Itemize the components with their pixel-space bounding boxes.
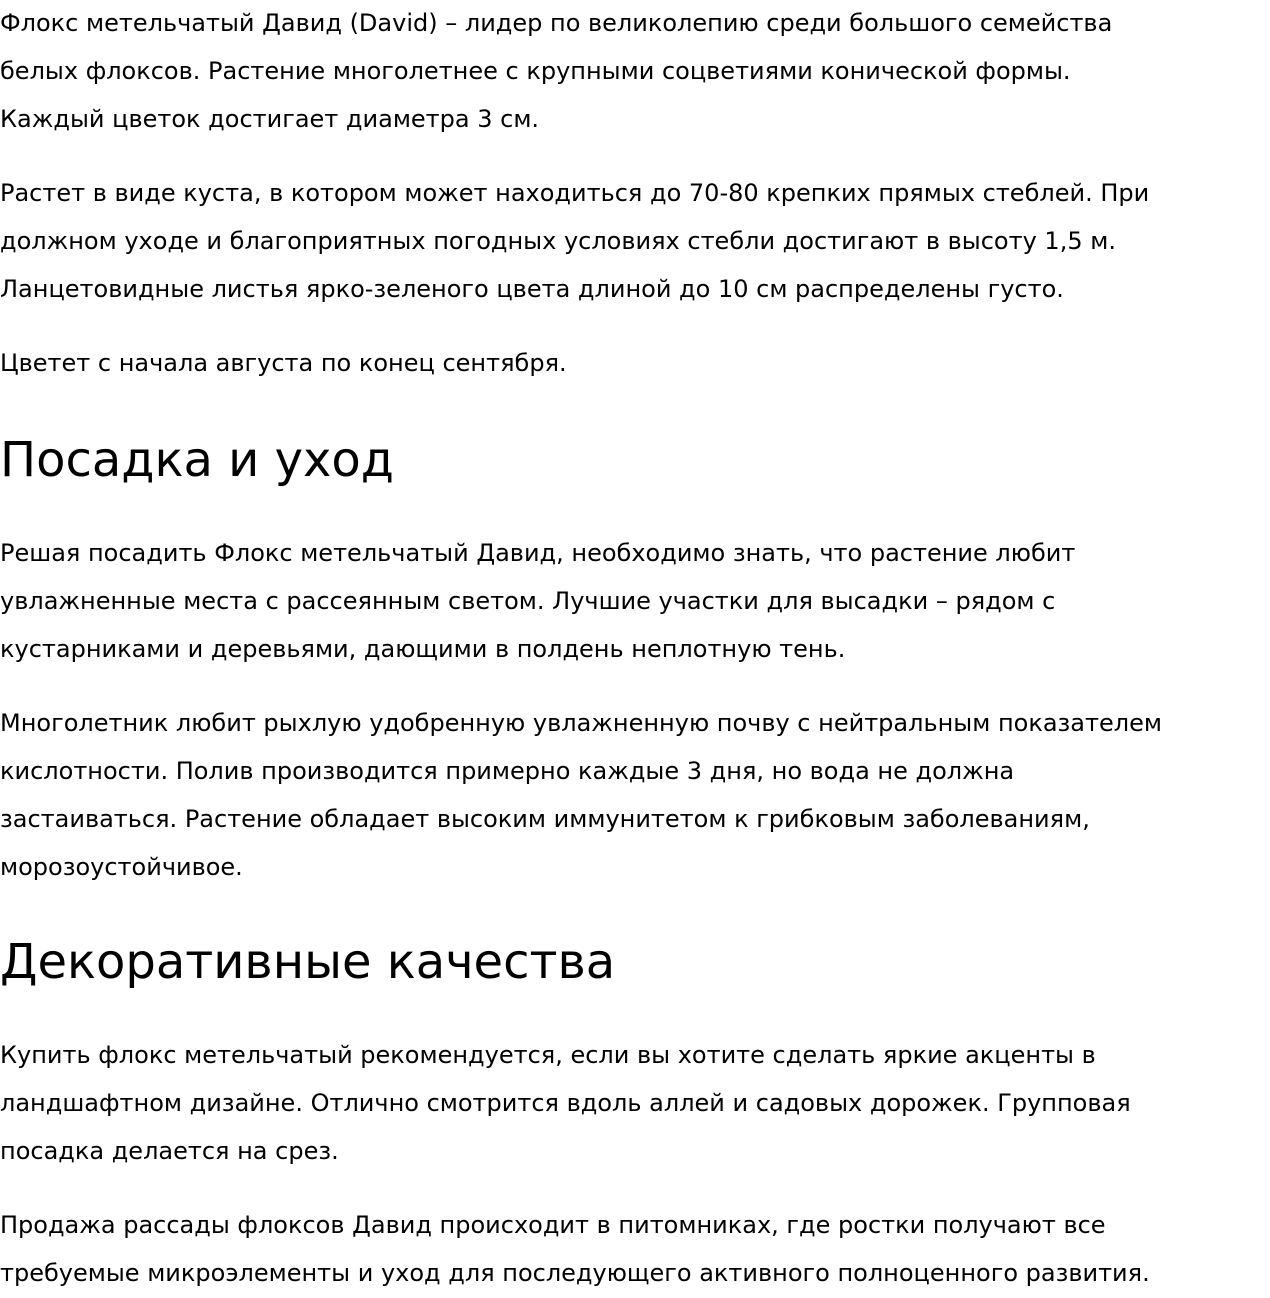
- text-line: увлажненные места с рассеянным светом. Лучшие участки для высадки – рядом с: [0, 587, 1056, 615]
- intro-paragraph-3: [0, 339, 1270, 387]
- text-line: морозоустойчивое.: [0, 853, 243, 881]
- text-line: белых флоксов. Растение многолетнее с крупными соцветиями конической формы.: [0, 57, 1071, 85]
- text-line: Флокс метельчатый Давид (David) – лидер по великолепию среди большого семейства: [0, 9, 1113, 37]
- planting-paragraph-1: [0, 529, 1270, 673]
- decorative-paragraph-1: [0, 1031, 1270, 1175]
- section-heading-decorative: Декоративные качества: [0, 934, 616, 990]
- text-line: застаиваться. Растение обладает высоким иммунитетом к грибковым заболеваниям,: [0, 805, 1090, 833]
- text-line: кислотности. Полив производится примерно каждые 3 дня, но вода не должна: [0, 757, 1015, 785]
- text-line: ландшафтном дизайне. Отлично смотрится вдоль аллей и садовых дорожек. Групповая: [0, 1089, 1131, 1117]
- section-heading-planting: Посадка и уход: [0, 432, 394, 488]
- intro-paragraph-2: [0, 169, 1270, 313]
- text-line: кустарниками и деревьями, дающими в полдень неплотную тень.: [0, 635, 846, 663]
- text-line: Многолетник любит рыхлую удобренную увлажненную почву с нейтральным показателем: [0, 709, 1162, 737]
- text-line: Ланцетовидные листья ярко-зеленого цвета длиной до 10 см распределены густо.: [0, 275, 1064, 303]
- intro-paragraph-1: [0, 0, 1270, 143]
- text-line: Решая посадить Флокс метельчатый Давид, необходимо знать, что растение любит: [0, 539, 1076, 567]
- text-line: Продажа рассады флоксов Давид происходит в питомниках, где ростки получают все: [0, 1211, 1106, 1239]
- text-line: Цветет с начала августа по конец сентября.: [0, 349, 567, 377]
- text-line: Растет в виде куста, в котором может находиться до 70-80 крепких прямых стеблей. При: [0, 179, 1150, 207]
- text-line: должном уходе и благоприятных погодных условиях стебли достигают в высоту 1,5 м.: [0, 227, 1116, 255]
- decorative-paragraph-2: [0, 1201, 1270, 1297]
- text-line: Купить флокс метельчатый рекомендуется, если вы хотите сделать яркие акценты в: [0, 1041, 1096, 1069]
- planting-paragraph-2: [0, 699, 1270, 891]
- text-line: посадка делается на срез.: [0, 1137, 339, 1165]
- text-line: Каждый цветок достигает диаметра 3 см.: [0, 105, 540, 133]
- text-line: требуемые микроэлементы и уход для последующего активного полноценного развития.: [0, 1259, 1150, 1287]
